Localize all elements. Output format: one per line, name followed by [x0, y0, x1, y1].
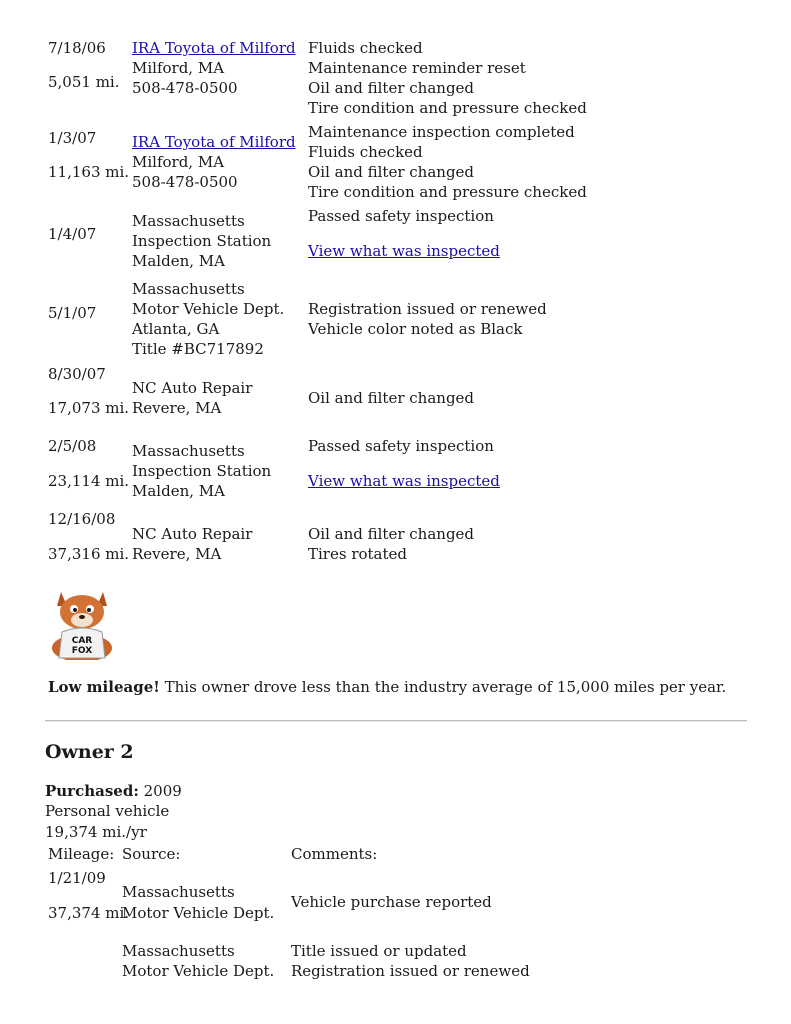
- record-comment: Registration issued or renewed: [308, 300, 547, 318]
- column-header-comments: Comments:: [291, 845, 378, 863]
- record-comment: Passed safety inspection: [308, 437, 494, 455]
- miles-per-year: 19,374 mi./yr: [45, 823, 147, 841]
- record-mileage: 37,374 mi.: [48, 904, 130, 922]
- record-comment: Vehicle color noted as Black: [308, 320, 523, 338]
- source-name: Motor Vehicle Dept.: [132, 300, 285, 318]
- record-date: 1/3/07: [48, 129, 97, 147]
- record-mileage: 37,316 mi.: [48, 545, 130, 563]
- record-comment: Fluids checked: [308, 39, 423, 57]
- record-date: 2/5/08: [48, 437, 97, 455]
- record-comment: Oil and filter changed: [308, 525, 475, 543]
- source-name: NC Auto Repair: [132, 525, 253, 543]
- source-name: Motor Vehicle Dept.: [122, 904, 275, 922]
- source-phone: 508-478-0500: [132, 79, 238, 97]
- source-phone: 508-478-0500: [132, 173, 238, 191]
- record-comment: Oil and filter changed: [308, 389, 475, 407]
- source-name: Inspection Station: [132, 462, 272, 480]
- purchased-label: Purchased:: [45, 782, 139, 800]
- source-name: Motor Vehicle Dept.: [122, 962, 275, 980]
- view-inspection-link[interactable]: View what was inspected: [308, 472, 500, 490]
- low-mileage-note: [48, 677, 726, 697]
- column-header-source: Source:: [122, 845, 181, 863]
- record-comment: Registration issued or renewed: [291, 962, 530, 980]
- source-location: Revere, MA: [132, 399, 222, 417]
- record-comment: Title issued or updated: [291, 942, 467, 960]
- record-comment: Maintenance inspection completed: [308, 123, 575, 141]
- source-name: Massachusetts: [132, 212, 245, 230]
- record-comment: Vehicle purchase reported: [291, 893, 492, 911]
- purchased-value: 2009: [138, 782, 182, 800]
- source-dealer-link[interactable]: IRA Toyota of Milford: [132, 133, 296, 151]
- carfox-mascot-icon: [47, 582, 117, 660]
- source-name: Massachusetts: [122, 883, 235, 901]
- source-name: Massachusetts: [132, 280, 245, 298]
- column-header-mileage: Mileage:: [48, 845, 115, 863]
- record-comment: Tires rotated: [308, 545, 407, 563]
- record-mileage: 11,163 mi.: [48, 163, 130, 181]
- record-date: 8/30/07: [48, 365, 106, 383]
- low-mileage-text: This owner drove less than the industry average of 15,000 miles per year.: [159, 678, 727, 696]
- record-date: 5/1/07: [48, 304, 97, 322]
- record-date: 12/16/08: [48, 510, 116, 528]
- source-location: Revere, MA: [132, 545, 222, 563]
- record-comment: Oil and filter changed: [308, 163, 475, 181]
- record-mileage: 17,073 mi.: [48, 399, 130, 417]
- source-location: Milford, MA: [132, 153, 225, 171]
- source-location: Malden, MA: [132, 482, 225, 500]
- record-comment: Tire condition and pressure checked: [308, 99, 587, 117]
- source-location: Malden, MA: [132, 252, 225, 270]
- record-comment: Maintenance reminder reset: [308, 59, 526, 77]
- record-comment: Oil and filter changed: [308, 79, 475, 97]
- view-inspection-link[interactable]: View what was inspected: [308, 242, 500, 260]
- record-date: 1/21/09: [48, 869, 106, 887]
- source-name: NC Auto Repair: [132, 379, 253, 397]
- source-name: Massachusetts: [132, 442, 245, 460]
- mascot-shirt-text: FOX: [71, 646, 93, 656]
- owner-heading: Owner 2: [45, 741, 134, 763]
- mascot-shirt-text: CAR: [71, 636, 93, 646]
- vehicle-use-type: Personal vehicle: [45, 802, 170, 820]
- record-comment: Fluids checked: [308, 143, 423, 161]
- source-title-number: Title #BC717892: [132, 340, 264, 358]
- source-location: Milford, MA: [132, 59, 225, 77]
- record-date: 7/18/06: [48, 39, 106, 57]
- source-location: Atlanta, GA: [132, 320, 220, 338]
- record-date: 1/4/07: [48, 225, 97, 243]
- record-comment: Passed safety inspection: [308, 207, 494, 225]
- record-mileage: 5,051 mi.: [48, 73, 120, 91]
- source-name: Inspection Station: [132, 232, 272, 250]
- source-dealer-link[interactable]: IRA Toyota of Milford: [132, 39, 296, 57]
- purchased-info: [45, 781, 182, 801]
- record-mileage: 23,114 mi.: [48, 472, 130, 490]
- section-divider: [45, 720, 747, 722]
- low-mileage-label: Low mileage!: [48, 678, 160, 696]
- source-name: Massachusetts: [122, 942, 235, 960]
- record-comment: Tire condition and pressure checked: [308, 183, 587, 201]
